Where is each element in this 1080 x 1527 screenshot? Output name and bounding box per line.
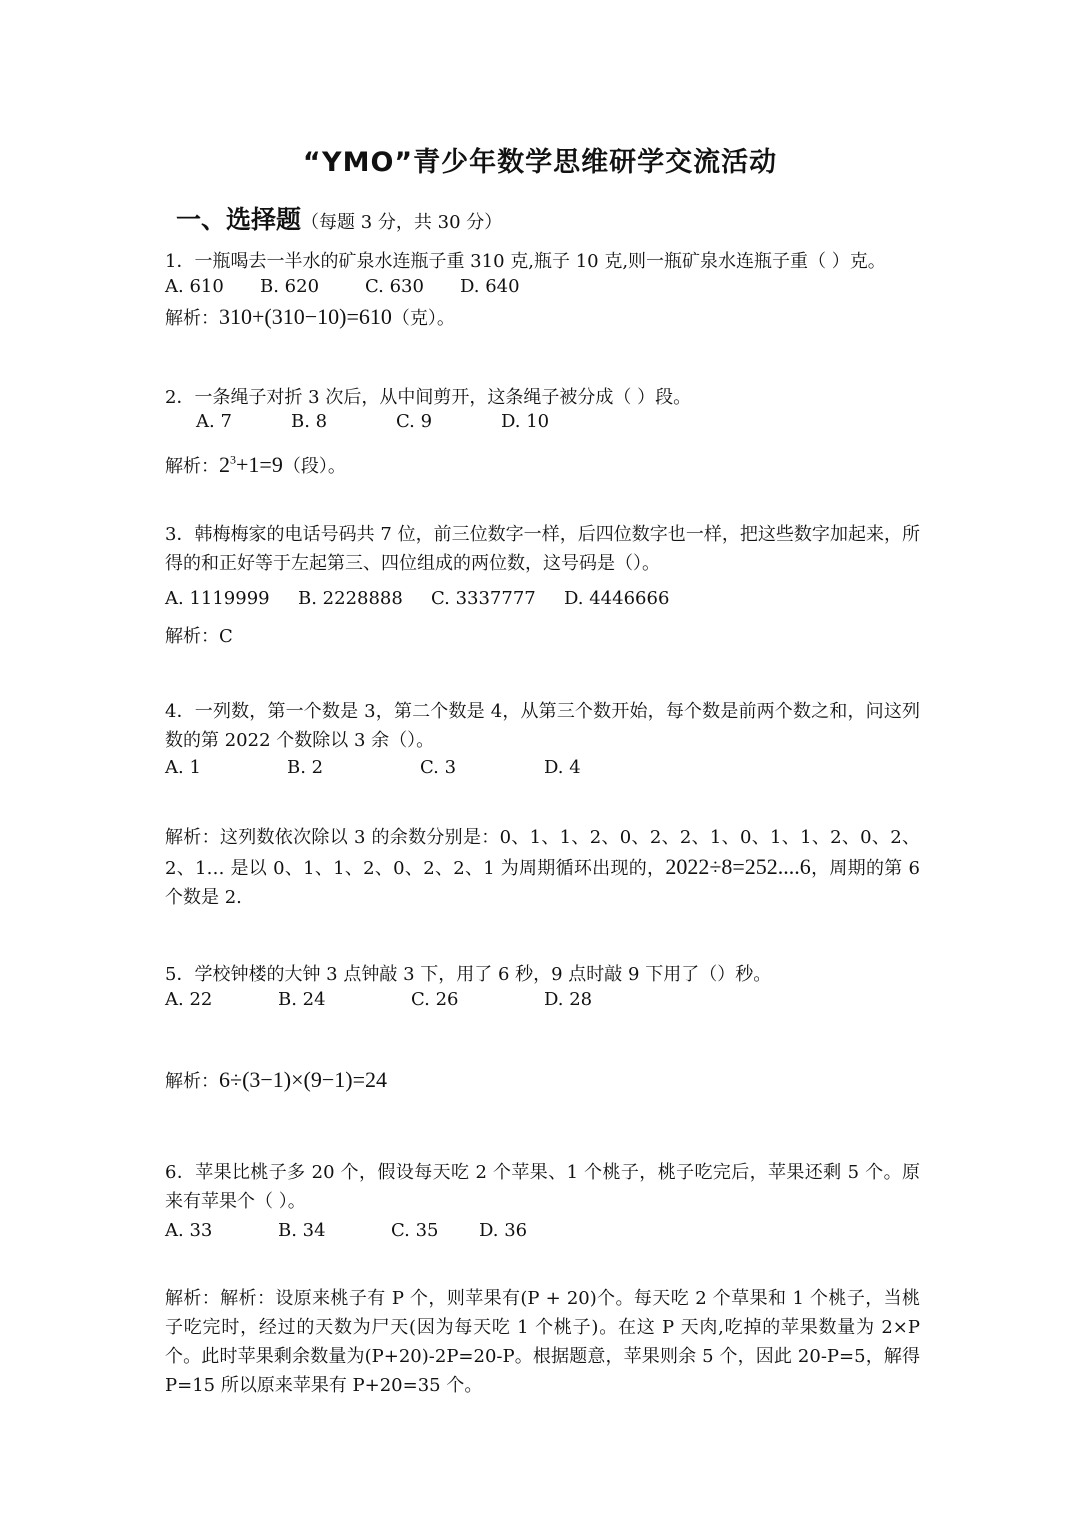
q4-option-c: C. 3 (420, 757, 457, 778)
q1-analysis (165, 304, 455, 330)
q2-option-c: C. 9 (396, 411, 433, 432)
q6-option-b: B. 34 (278, 1220, 326, 1241)
q5-analysis (165, 1067, 387, 1093)
q2-analysis-label: 解析： (165, 456, 219, 477)
q3-option-d: D. 4446666 (564, 588, 670, 609)
q5-analysis-label: 解析： (165, 1071, 219, 1092)
q6-option-d: D. 36 (479, 1220, 528, 1241)
q1-option-d: D. 640 (460, 276, 520, 297)
q3-options (165, 588, 669, 609)
q2-math-rest: +1=9 (236, 452, 283, 477)
q2-analysis (165, 452, 346, 478)
q3-stem: 3．韩梅梅家的电话号码共 7 位，前三位数字一样，后四位数字也一样，把这些数字加起来，所得的和正好等于左起第三、四位组成的两位数，这号码是（）。 (165, 524, 920, 574)
q6-stem: 6．苹果比桃子多 20 个，假设每天吃 2 个苹果、1 个桃子，桃子吃完后，苹果还剩 5 个。原来有苹果个（ ）。 (165, 1162, 920, 1212)
q2-analysis-tail: （段）。 (282, 456, 346, 477)
q3-option-a: A. 1119999 (165, 588, 270, 609)
q5-analysis-math: 6÷(3−1)×(9−1)=24 (219, 1067, 388, 1092)
q4-stem: 4．一列数，第一个数是 3，第二个数是 4，从第三个数开始，每个数是前两个数之和，问这列数的第 2022 个数除以 3 余（）。 (165, 701, 920, 751)
q1-option-c: C. 630 (365, 276, 424, 297)
q2-options (196, 411, 549, 432)
q2-math-base: 2 (219, 452, 230, 477)
q6-option-a: A. 33 (165, 1220, 213, 1241)
q5-stem: 5．学校钟楼的大钟 3 点钟敲 3 下，用了 6 秒，9 点时敲 9 下用了（）秒。 (165, 964, 772, 985)
q2-option-d: D. 10 (501, 411, 550, 432)
q1-stem: 1．一瓶喝去一半水的矿泉水连瓶子重 310 克,瓶子 10 克,则一瓶矿泉水连瓶子重（ ）克。 (165, 251, 886, 272)
q1-analysis-math: 310+(310−10)=610 (219, 304, 392, 329)
q1-analysis-label: 解析： (165, 308, 219, 329)
q3-option-c: C. 3337777 (431, 588, 536, 609)
q6-options (165, 1220, 527, 1241)
q2-stem: 2．一条绳子对折 3 次后，从中间剪开，这条绳子被分成（ ）段。 (165, 387, 692, 408)
q5-option-b: B. 24 (278, 989, 326, 1010)
q2-option-b: B. 8 (291, 411, 328, 432)
q4-options (165, 757, 581, 778)
q4-option-d: D. 4 (544, 757, 581, 778)
q5-option-a: A. 22 (165, 989, 213, 1010)
q4-analysis-math: 2022÷8=252....6 (665, 854, 811, 879)
q6-analysis: 解析：解析：设原来桃子有 P 个，则苹果有(P + 20)个。每天吃 2 个草果和 1 个桃子，当桃子吃完时，经过的天数为尸天(因为每天吃 1 个桃子)。在这 P 天肉,吃掉的苹果数量为 2×P 个。此时苹果剩余数量为(P+20)-2P=20-P。根据题意，苹果则余 5 个，因此 20-P=5，解得 P=15 所以原来苹果有 P+20=35 个。 (165, 1288, 920, 1396)
q4-analysis (165, 823, 920, 912)
q1-analysis-tail: （克）。 (391, 308, 455, 329)
q3-analysis: 解析：C (165, 626, 233, 647)
q3-option-b: B. 2228888 (298, 588, 403, 609)
section-heading (176, 200, 502, 236)
page-title: “YMO”青少年数学思维研学交流活动 (302, 147, 778, 178)
q5-option-c: C. 26 (411, 989, 459, 1010)
q6-option-c: C. 35 (391, 1220, 439, 1241)
q4-analysis-text-b: ，周期的第 6 个数是 2. (165, 858, 920, 908)
q1-option-a: A. 610 (165, 276, 224, 297)
q4-option-b: B. 2 (287, 757, 324, 778)
section-heading-text: 一、选择题 (176, 205, 302, 234)
q2-analysis-math (219, 452, 283, 477)
q1-options (165, 276, 520, 297)
q4-option-a: A. 1 (165, 757, 201, 778)
q1-option-b: B. 620 (260, 276, 320, 297)
q5-option-d: D. 28 (544, 989, 593, 1010)
q5-options (165, 989, 592, 1010)
q2-option-a: A. 7 (196, 411, 232, 432)
q2-math-exponent: 3 (230, 452, 236, 467)
section-note: （每题 3 分，共 30 分） (301, 212, 503, 233)
q4-analysis-text-a: 解析：这列数依次除以 3 的余数分别是：0、1、1、2、0、2、2、1、0、1、1、2、0、2、2、1… 是以 0、1、1、2、0、2、2、1 为周期循环出现的， (165, 827, 920, 879)
